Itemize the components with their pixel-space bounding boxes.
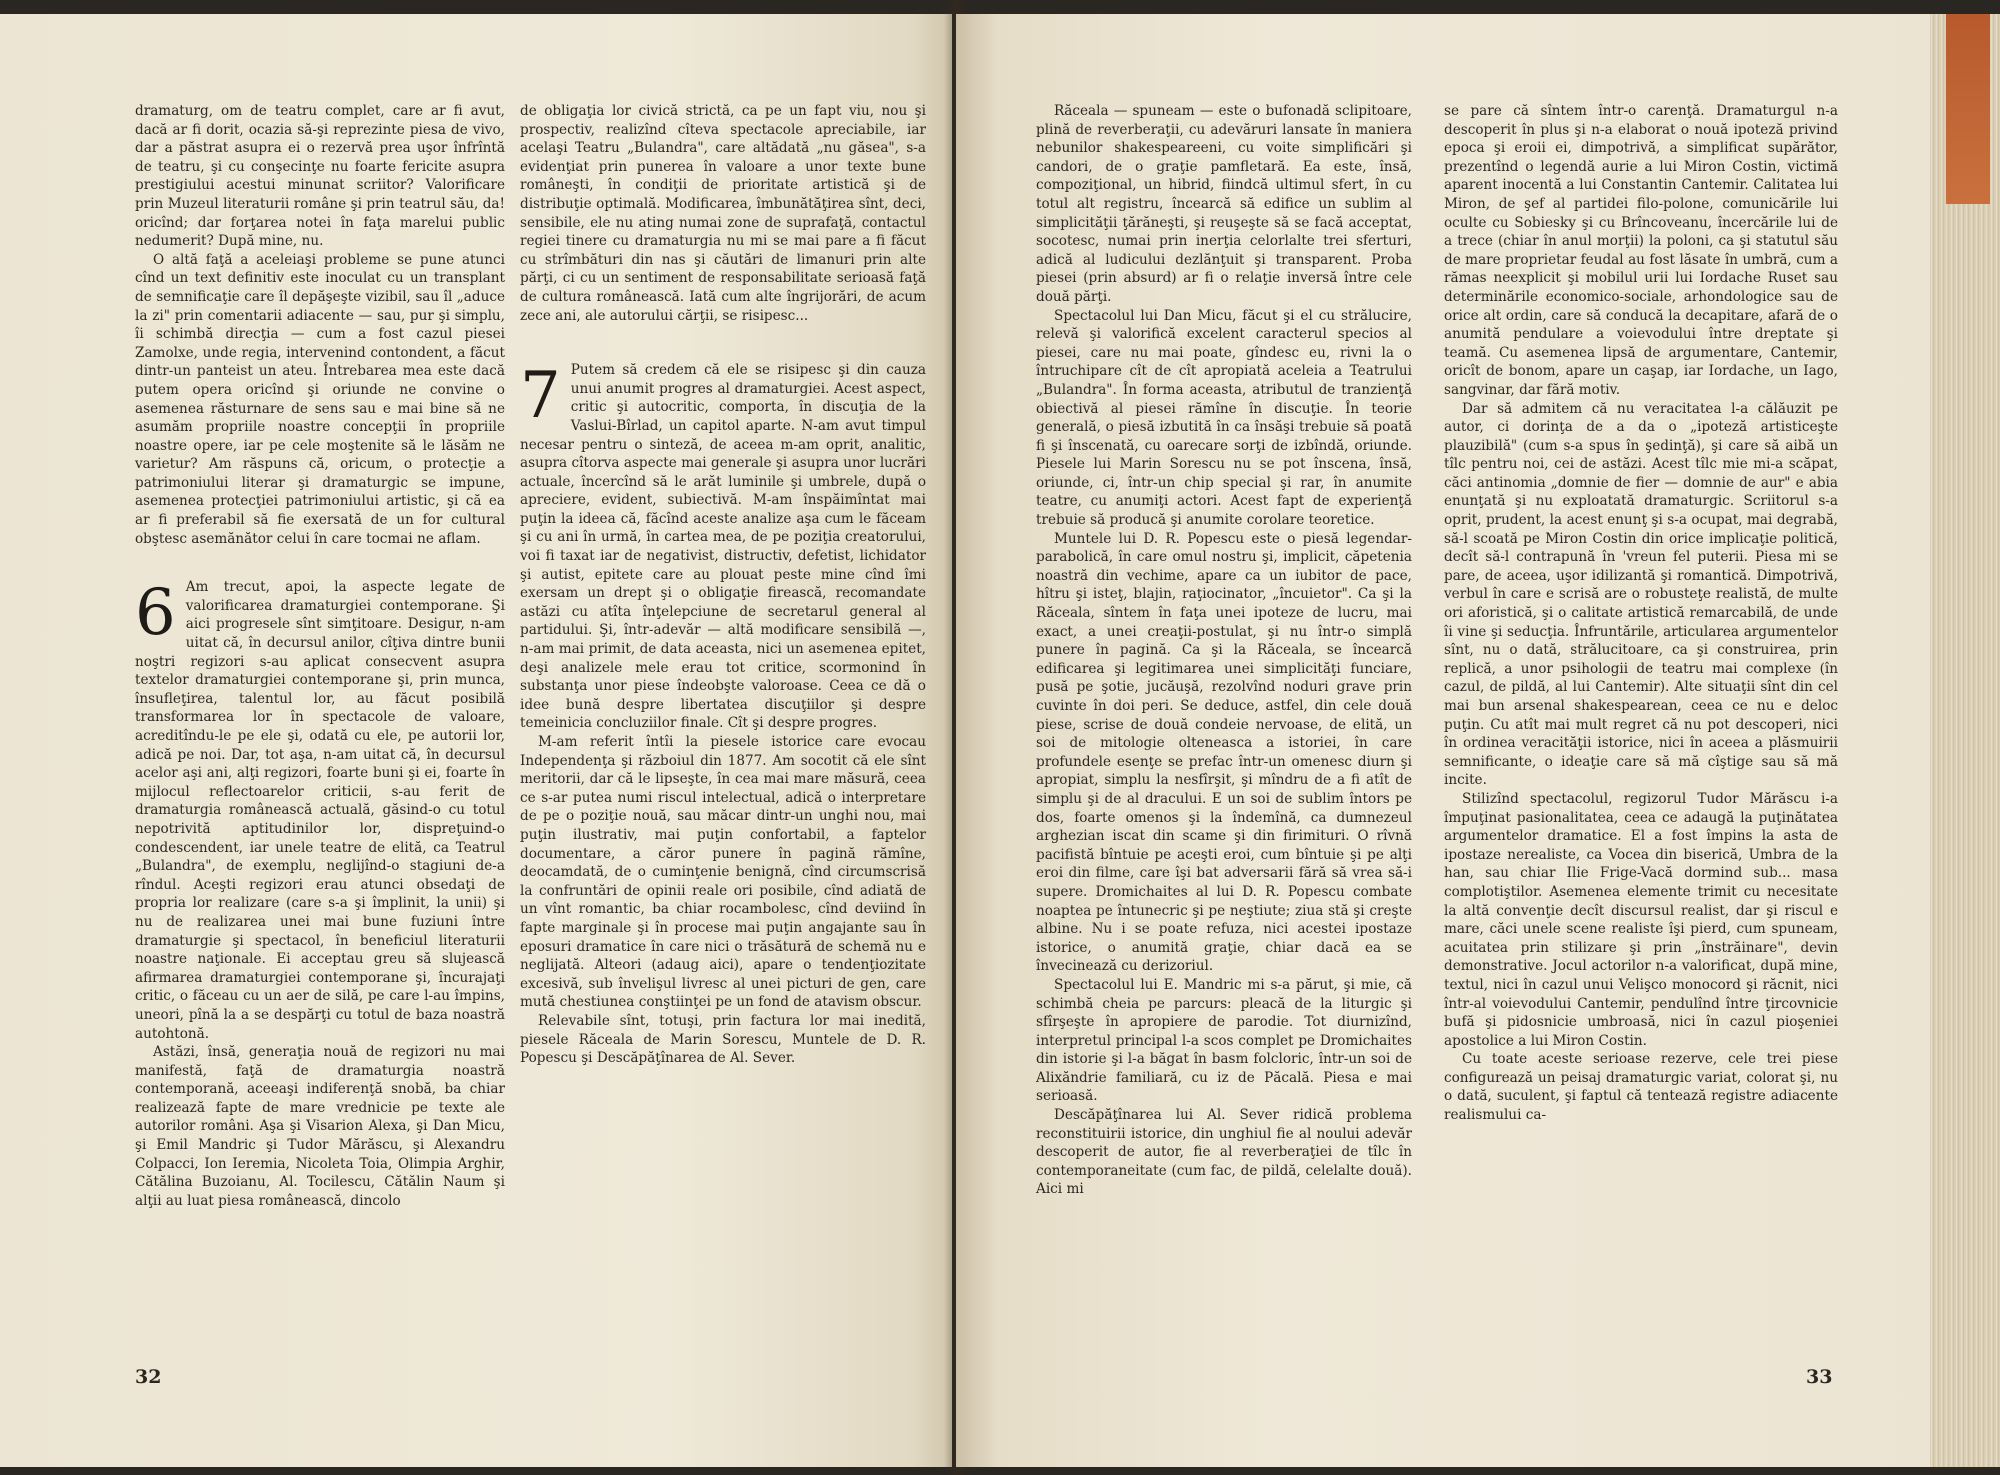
page-number: 33 [1806, 1366, 1833, 1388]
section-6-paragraph [135, 578, 505, 1043]
paragraph: Răceala — spuneam — este o bufonadă sclipitoare, plină de reverberaţii, cu adevăruri lansate în maniera nebunilor shakespeareeni, cu voite simplificări şi candori, de o graţie pamfletară. Ea este, însă, compoziţional, un hibrid, fiindcă ultimul sfert, în cu totul alt registru, încearcă să edifice un sublim al simplicităţii ţărăneşti, şi reuşeşte să se facă acceptat, socotesc, numai prin inerţia celorlalte trei sferturi, adică al ludicului dezlănţuit şi transparent. Proba piesei (prin absurd) ar fi o relaţie inversă între cele două părţi. [1036, 103, 1412, 305]
right-page-column-2 [1444, 102, 1838, 1125]
left-page-column-1 [135, 102, 505, 1210]
section-gap [135, 548, 505, 578]
paragraph: O altă faţă a aceleiaşi probleme se pune atunci cînd un text definitiv este inoculat cu un transplant de semnificaţie care îl depăşeşte vizibil, sau îl „aduce la zi" prin comentarii adiacente — sau, pur şi simplu, îi schimbă direcţia — cum a fost cazul piesei Zamolxe, unde regia, intervenind contondent, a făcut dintr-un panteist un ateu. Întrebarea mea este dacă putem opera oricînd şi oriunde ne convine o asemenea răsturnare de sens sau e mai bine să ne asumăm propriile noastre concepţii în propriile noastre opere, iar pe cele moştenite să le lăsăm ne varietur? Am răspuns că, oricum, o protecţie a patrimoniului literar şi dramaturgic se impune, asemenea protecţiei patrimoniului artistic, şi că ea ar fi preferabil să fie exersată de un for cultural obştesc asemănător celui în care tocmai ne aflam. [135, 251, 505, 547]
paragraph: de obligaţia lor civică strictă, ca pe un fapt viu, nou şi prospectiv, realizînd cîteva spectacole apreciabile, iar acelaşi Teatru „Bulandra", care altădată „nu găsea", s-a evidenţiat prin punerea în valoare a unor texte bune româneşti, în condiţii de prioritate artistică şi de distribuţie optimală. Modificarea, îmbunătăţirea sînt, deci, sensibile, ele nu ating numai zone de suprafaţă, contactul regiei tinere cu dramaturgia nu mi se mai pare a fi făcut cu strîmbături din nas şi căutări de limanuri prin alte părţi, ci cu un sentiment de responsabilitate serioasă faţă de cultura românească. Iată cum alte îngrijorări, de acum zece ani, ale autorului cărţii, se risipesc... [520, 103, 926, 324]
left-page-column-2 [520, 102, 926, 1068]
paragraph: Dar să admitem că nu veracitatea l-a călăuzit pe autor, ci dorinţa de a da o „ipoteză artisticeşte plauzibilă" (cum s-a spus în şedinţă), şi care să aibă un tîlc pentru noi, cei de astăzi. Acest tîlc mie mi-a scăpat, căci antinomia „domnie de fier — domnie de aur" e abia enunţată şi nu exploatată dramaturgic. Scriitorul s-a oprit, prudent, la acest enunţ şi s-a ocupat, mai degrabă, să-l scoată pe Miron Costin din orice implicaţie politică, decît să-l contrapună în 'vreun fel puterii. Piesa mi se pare, de aceea, uşor idilizantă şi romantică. Dimpotrivă, verbul în care e scrisă are o robusteţe realistă, de multe ori aforistică, şi o calitate artistică remarcabilă, de unde îi vine şi seducţia. Înfruntările, articularea argumentelor sînt, nu o dată, strălucitoare, ca şi construirea, prin replică, a unor psihologii de teatru mai complexe (în cazul, de pildă, al lui Cantemir). Alte situaţii sînt din cel mai bun arsenal shakespearean, ceea ce nu e deloc puţin. Cu atît mai mult regret că nu pot descoperi, nici în ordinea veracităţii istorice, nici în aceea a plăsmuirii semnificante, o ideaţie care să mă cîştige sau să mă incite. [1444, 400, 1838, 789]
page-number: 32 [135, 1366, 162, 1388]
bookmark-tab [1946, 14, 1990, 204]
right-page-column-1 [1036, 102, 1412, 1199]
paragraph: Stilizînd spectacolul, regizorul Tudor Mărăscu i-a împuţinat pasionalitatea, ceea ce adaugă la puţinătatea argumentelor dramatice. El a fost împins la asta de ipostaze nerealiste, ca Vocea din biserică, Umbra de la han, sau chiar Ilie Frige-Vacă dormind sub... masa complotiştilor. Asemenea elemente trimit cu necesitate la altă convenţie decît discursul realist, dar şi riscul e mare, căci unele scene realiste îşi pierd, cum spuneam, acuitatea prin stilizare şi prin „înstrăinare", devin demonstrative. Jocul actorilor n-a valorificat, după mine, textul, nici în cazul unui Velişco monocord şi răcnit, nici într-al voievodului Cantemir, pendulînd între ţircovnicie bufă şi pidosnicie umbroasă, nici în cazul pioşeniei apostolice a lui Miron Costin. [1444, 790, 1838, 1049]
paragraph: dramaturg, om de teatru complet, care ar fi avut, dacă ar fi dorit, ocazia să-şi reprezinte piesa de vivo, dar a păstrat asupra ei o rezervă prea uşor înfrîntă de teatru, şi cu conşecinţe nu foarte fericite asupra prestigiului acestui minunat scriitor? Valorificare prin Muzeul literaturii române şi prin teatrul său, da! oricînd; dar forţarea notei în faţa marelui public nedumerit? După mine, nu. [135, 103, 505, 250]
paragraph: Cu toate aceste serioase rezerve, cele trei piese configurează un peisaj dramaturgic variat, colorat şi, nu o dată, suculent, şi faptul că tentează registre adiacente realismului ca- [1444, 1051, 1838, 1124]
paragraph: Descăpăţînarea lui Al. Sever ridică problema reconstituirii istorice, din unghiul fie al noului adevăr descoperit de autor, fie al reverberaţiei de tîlc în contemporaneitate (cum fac, de pildă, celelalte două). Aici mi [1036, 1107, 1412, 1198]
left-page [0, 14, 952, 1467]
paragraph: M-am referit întîi la piesele istorice care evocau Independenţa şi războiul din 1877. Am socotit că ele sînt meritorii, dar că le lipseşte, în cea mai mare măsură, ceea ce s-ar putea numi riscul intelectual, adică o interpretare de pe o poziţie nouă, sau măcar dintr-un unghi nou, mai puţin ilustrativ, mai puţin confortabil, a faptelor documentare, a căror punere în pagină rămîne, deocamdată, de o cuminţenie benignă, cînd circumscrisă la confruntări de opinii reale ori posibile, cînd adiată de un vînt romantic, ba chiar rocambolesc, cînd deviind în fapte marginale şi în procese mai puţin angajante sau în eposuri dramatice în care nici o trăsătură de schemă nu e neglijată. Alteori (adaug aici), apare o tendenţiozitate excesivă, sub învelişul livresc al unei picturi de gen, care mută chestiunea conştiinţei pe un fond de atavism obscur. [520, 734, 926, 1011]
paragraph-text: Putem să credem că ele se risipesc şi din cauza unui anumit progres al dramaturgiei. Acest aspect, critic şi autocritic, comporta, în discuţia de la Vaslui-Bîrlad, un capitol aparte. N-am avut timpul necesar pentru o sinteză, de aceea m-am oprit, analitic, asupra cîtorva aspecte mai generale şi asupra unor lucrări actuale, încercînd să le arăt luminile şi umbrele, după o apreciere, evident, subiectivă. M-am înspăimîntat mai puţin la ideea că, făcînd aceste analize aşa cum le făceam şi cu ani în urmă, în cartea mea, de pe poziţia creatorului, voi fi taxat iar de negativist, distructiv, defetist, lichidator şi autist, epitete care au plouat peste mine cînd îmi exersam un drept şi o obligaţie firească, recomandate astăzi cu atîta înţelepciune de secretarul general al partidului. Şi, într-adevăr — altă modificare sensibilă —, n-am mai primit, de data aceasta, nici un asemenea epitet, deşi analizele mele erau tot critice, scormonind în substanţa unor piese îndeobşte valoroase. Ceea ce dă o idee bună despre libertatea discuţiilor şi despre temeinicia concluziilor finale. Cît şi despre progres. [520, 362, 926, 732]
right-page [956, 14, 2000, 1467]
paragraph: se pare că sîntem într-o carenţă. Dramaturgul n-a descoperit în plus şi n-a elaborat o nouă ipoteză privind epoca şi eroii ei, dimpotrivă, a simplificat supărător, prezentînd o legendă aurie a lui Miron Costin, victimă aparent inocentă a lui Constantin Cantemir. Calitatea lui Miron, de şef al partidei filo-polone, comunicările lui oculte cu Sobiesky şi cu Brîncoveanu, încercările lui de a trece (chiar în anul morţii) la poloni, ca şi statutul său de mare proprietar feudal au fost lăsate în umbră, cum a rămas neexplicit şi mobilul urii lui Iordache Ruset sau determinările economico-sociale, arhondologice sau de orice alt ordin, care să conducă la decapitare, afară de o anumită pendulare a voievodului între dreptate şi teamă. Cu asemenea lipsă de argumentare, Cantemir, oricît de bonom, apare un caşap, iar Iordache, un Iago, sangvinar, dar fără motiv. [1444, 103, 1838, 398]
paragraph: Spectacolul lui E. Mandric mi s-a părut, şi mie, că schimbă cheia pe parcurs: pleacă de la liturgic şi sfîrşeşte în apropiere de parodie. Tot diurnizînd, interpretul principal l-a scos complet pe Dromichaites din istorie şi l-a băgat în basm folcloric, într-un soi de Alixăndrie familiară, cu iz de Păcală. Piesa e mai serioasă. [1036, 976, 1412, 1105]
section-gap [520, 325, 926, 361]
paragraph: Muntele lui D. R. Popescu este o piesă legendar-parabolică, în care omul nostru şi, implicit, căpetenia noastră din vechime, apare ca un iubitor de pace, hîtru şi isteţ, blajin, raţiocinator, „încuietor". Ca şi la Răceala, sîntem în faţa unei ipoteze de lucru, mai exact, a unei creaţii-postulat, şi nu într-o simplă punere în pagină. Ca şi la Răceala, se încearcă edificarea şi legitimarea unei simplicităţi funciare, pusă pe şotie, jucăuşă, rezolvînd noduri grave prin cuvinte în doi peri. Se deduce, astfel, din cele două piese, scrise de două condeie nervoase, de elită, un soi de mitologie olteneasca a istoriei, în care profundele esenţe se prefac într-un omenesc diurn şi apropiat, simplu la nesfîrşit, şi mîndru de a fi atît de simplu şi de al dracului. E un soi de sublim întors pe dos, foarte omenos şi la îndemînă, ca dumnezeul arghezian iscat din scame şi din firimituri. O rîvnă pacifistă bîntuie pe aceşti eroi, cum bîntuie şi pe alţi eroi din filme, care îşi bat adversarii fără să vrea să-i supere. Dromichaites al lui D. R. Popescu combate noaptea pe întunecric şi pe neştiute; ziua stă şi creşte albine. Nu i se poate refuza, nici acestei ipostaze istorice, o anumită graţie, chiar dacă ea se învecinează cu derizoriul. [1036, 530, 1412, 975]
section-7-paragraph [520, 361, 926, 733]
paragraph: Spectacolul lui Dan Micu, făcut şi el cu strălucire, relevă şi valorifică excelent caracterul specios al piesei, care nu mai poate, gîndesc eu, rivni la o întruchipare cît de cît apropiată aceleia a Teatrului „Bulandra". În forma aceasta, atributul de tranzienţă obiectivă al piesei rămîne în discuţie. În teorie generală, o piesă izbutită în ca însăşi trebuie să poată fi şi înscenată, cu oarecare sorţi de izbîndă, oriunde. Piesele lui Marin Sorescu nu se pot înscena, însă, oriunde, ci, într-un chip special şi rar, în anumite teatre, cu anumiţi actori. Acest fapt de experienţă trebuie să producă şi anumite corolare teoretice. [1036, 307, 1412, 529]
paragraph-text: Am trecut, apoi, la aspecte legate de valorificarea dramaturgiei contemporane. Şi aici progresele sînt simţitoare. Desigur, n-am uitat că, în decursul anilor, cîţiva dintre bunii noştri regizori s-au aplicat consecvent asupra textelor dramaturgiei contemporane şi, prin munca, însufleţirea, talentul lor, au făcut posibilă transformarea lor în spectacole de valoare, acreditîndu-le pe ele şi, odată cu ele, pe autorii lor, adică pe noi. Dar, tot aşa, n-am uitat că, în decursul acelor aşi ani, alţi regizori, foarte buni şi ei, foarte în mijlocul reflectoarelor criticii, s-au ferit de dramaturgia românească actuală, găsind-o cu totul nepotrivită aptitudinilor lor, dispreţuind-o condescendent, iar unele teatre de elită, ca Teatrul „Bulandra", de exemplu, neglijînd-o stagiuni de-a rîndul. Aceşti regizori erau atunci obsedaţi de propria lor realizare (care s-a şi împlinit, la unii) şi nu de realizarea unei mai bune fuziuni între dramaturgie şi spectacol, în beneficiul literaturii noastre naţionale. Ei acceptau greu să slujească afirmarea dramaturgiei contemporane şi, încurajaţi critic, o făceau cu un aer de silă, pe care l-au împins, uneori, pînă la a se despărţi cu totul de baza noastră autohtonă. [135, 579, 505, 1042]
paragraph: Relevabile sînt, totuşi, prin factura lor mai inedită, piesele Răceala de Marin Sorescu, Muntele de D. R. Popescu şi Descăpăţînarea de Al. Sever. [520, 1012, 926, 1067]
book-page-edges [1930, 14, 2000, 1467]
section-number-7: 7 [520, 359, 561, 434]
paragraph: Astăzi, însă, generaţia nouă de regizori nu mai manifestă, faţă de dramaturgia noastră contemporană, aceeaşi indiferenţă snobă, ba chiar realizează fapte de mare vrednicie pe texte ale autorilor români. Aşa şi Visarion Alexa, şi Dan Micu, şi Emil Mandric şi Tudor Mărăscu, şi Alexandru Colpacci, Ion Ieremia, Nicoleta Toia, Olimpia Arghir, Cătălina Buzoianu, Al. Tocilescu, Cătălin Naum şi alţii au luat piesa românească, dincolo [135, 1044, 505, 1209]
section-number-6: 6 [135, 576, 176, 651]
